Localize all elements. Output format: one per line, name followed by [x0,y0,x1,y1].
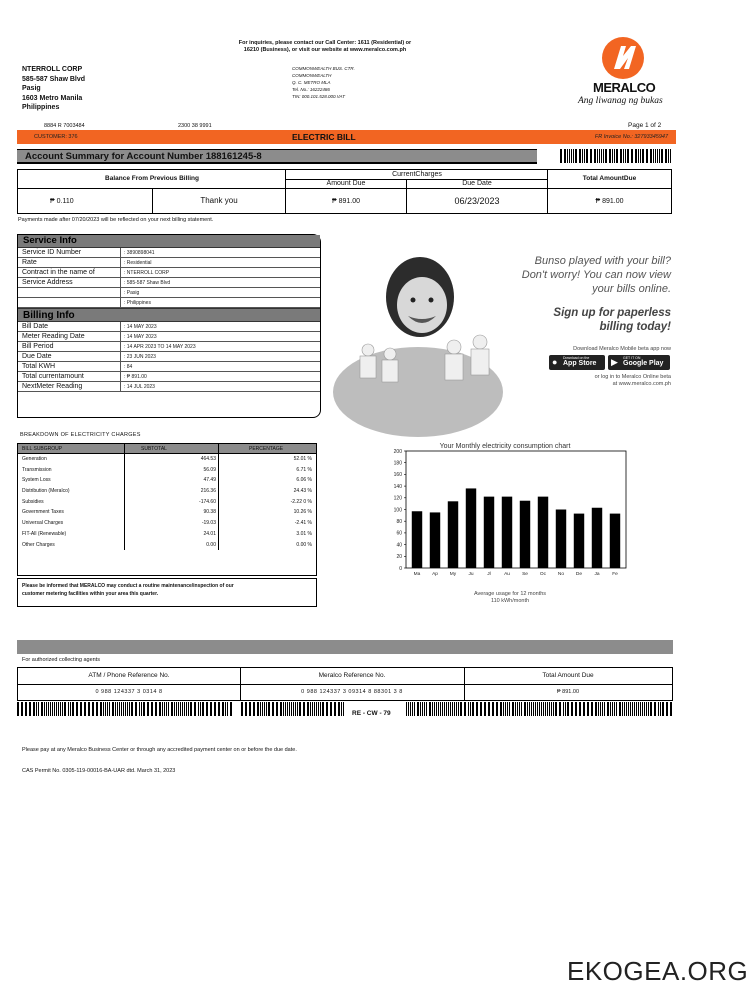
breakdown-subgroup: Universal Charges [22,520,64,527]
info-row [18,382,320,392]
promo-line: your bills online. [592,283,671,295]
info-row [18,322,320,332]
app-store-small: Download on the [563,356,590,360]
info-label: Meter Reading Date [18,332,121,341]
breakdown-percentage: 3.01 % [218,529,316,540]
info-label: Rate [18,258,121,267]
y-tick-label: 100 [393,507,402,514]
account-summary-table [17,169,672,214]
customer-address-line: 1603 Metro Manila [22,94,83,102]
y-tick-label: 140 [393,483,402,490]
billing-info-title: Billing Info [18,308,320,322]
total-header: Total AmountDue [582,175,637,182]
x-tick-label: No [557,572,565,577]
x-tick-label: Se [522,572,528,577]
app-store-button[interactable] [549,355,605,370]
service-info-title: Service Info [18,235,320,248]
cas-permit: CAS Permit No. 0305-119-00016-BA-UAR dtd. March 31, 2023 [22,768,176,774]
thank-you-text: Thank you [200,196,238,205]
average-usage-line: Average usage for 12 months [473,591,547,597]
branch-info [292,65,355,100]
x-tick-label: Oc [539,572,547,577]
total-column [548,170,671,213]
breakdown-subtotal: 464.53 [124,454,218,465]
breakdown-subgroup: FIT-All (Renewable) [22,530,67,537]
breakdown-header-row [18,444,316,454]
breakdown-row [18,529,316,540]
breakdown-subgroup: Subsidies [22,498,44,505]
child-photo-icon [348,242,498,412]
amount-due-value: ₱ 891.00 [331,198,361,205]
breakdown-percentage: 52.01 % [218,454,316,465]
google-play-label: Google Play [623,360,664,367]
amount-due-header: Amount Due [326,180,366,187]
amount-barcode [406,702,674,716]
info-label: Service ID Number [18,248,121,257]
payment-note: Payments made after 07/20/2023 will be reflected on your next billing statement. [18,217,214,223]
breakdown-subtotal: 56.09 [124,465,218,476]
bill-title: ELECTRIC BILL [292,132,356,142]
branch-line: Tel. No.: 16222486 [292,87,330,92]
chart-bar [448,501,458,568]
chart-bar [484,497,494,568]
chart-bar [592,508,602,568]
average-usage-value: 110 kWh/month [490,598,530,604]
chart-bar [430,512,440,568]
breakdown-subtotal: 216.36 [124,486,218,497]
account-summary-title: Account Summary for Account Number 188161245-8 [25,151,262,162]
current-charges-column [286,170,548,213]
total-value: ₱ 891.00 [595,198,624,205]
breakdown-percentage: 10.26 % [218,507,316,518]
info-row [18,352,320,362]
breakdown-subtotal: -174.60 [124,497,218,508]
x-tick-label: Ap [432,572,438,577]
promo-download-text: Download Meralco Mobile beta app now [573,346,671,352]
due-date-value: 06/23/2023 [454,196,500,206]
info-value: : 14 MAY 2023 [124,334,157,340]
info-value: : 14 JUL 2023 [124,384,155,390]
breakdown-row [18,475,316,486]
atm-reference-value: 0 988 124337 3 0314 8 [95,689,163,695]
info-row [18,372,320,382]
breakdown-percentage: 24.43 % [218,486,316,497]
meralco-logo [578,36,678,116]
info-label: Bill Period [18,342,121,351]
pay-instructions: Please pay at any Meralco Business Center or through any accredited payment center on or before the due date. [22,747,297,753]
branch-line: COMMONWEALTH BUS. CTR. [292,66,355,71]
atm-barcode [17,702,233,716]
balance-value: ₱ 0.110 [50,198,74,205]
info-row [18,278,320,288]
branch-line: Q. C. METRO MLA [292,80,331,85]
x-tick-label: Ja [594,572,600,577]
info-value: : 14 APR 2023 TO 14 MAY 2023 [124,344,196,350]
app-store-label: App Store [563,360,597,367]
service-info-rows [18,248,320,308]
info-row [18,288,320,298]
current-charges-header: CurrentCharges [392,171,442,178]
breakdown-subgroup: System Loss [22,477,51,484]
chart-bar [466,488,476,568]
collecting-agents-label: For authorized collecting agents [22,657,100,663]
x-tick-label: Au [504,572,510,577]
page-number: Page 1 of 2 [628,122,662,129]
info-value: : NTERROLL CORP [124,270,170,276]
info-row [18,342,320,352]
notice-line: Please be informed that MERALCO may conduct a routine maintenance/inspection of our [22,583,234,589]
promo-login-line: at www.meralco.com.ph [612,381,671,387]
chart-bar [538,497,548,568]
info-label: NextMeter Reading [18,382,121,391]
info-value: : 14 MAY 2023 [124,324,157,330]
billing-info-rows [18,322,320,392]
breakdown-header-percentage: PERCENTAGE [218,444,316,453]
breakdown-percentage: -2.41 % [218,518,316,529]
chart-bar [610,514,620,568]
chart-bar [520,501,530,568]
x-tick-label: Ju [468,572,474,577]
info-label: Due Date [18,352,121,361]
info-label [18,298,121,307]
notice-line: customer metering facilities within your area this quarter. [22,590,159,597]
info-value: : 3890898041 [124,250,155,256]
breakdown-row [18,518,316,529]
info-row [18,248,320,258]
x-tick-label: My [449,572,457,577]
payment-slip-bar [17,640,673,654]
breakdown-subgroup: Transmission [22,466,52,473]
breakdown-row [18,540,316,551]
info-label: Service Address [18,278,121,287]
google-play-button[interactable] [608,355,670,370]
info-label: Total currentamount [18,372,121,381]
promo-login-line: or log in to Meralco Online beta [594,374,671,380]
info-value: : ₱ 891.00 [124,374,147,380]
breakdown-row [18,486,316,497]
reference-mid: 2300 38 9991 [178,123,212,129]
breakdown-percentage: -2.22 0 % [218,497,316,508]
chart-bar [502,497,512,568]
info-label: Bill Date [18,322,121,331]
info-row [18,258,320,268]
info-label [18,288,121,297]
watermark-logo [567,956,748,987]
total-amount-value: ₱ 891.00 [556,689,580,695]
inquiry-line-2: 16210 (Business), or visit our website at www.meralco.com.ph [243,47,407,53]
chart-svg [380,442,630,582]
breakdown-row [18,465,316,476]
branch-line: COMMONWEALTH [292,73,332,78]
breakdown-title: BREAKDOWN OF ELECTRICITY CHARGES [20,432,141,438]
consumption-chart [380,442,630,587]
chart-bar [412,511,422,568]
breakdown-percentage: 0.00 % [218,540,316,551]
x-tick-label: Jl [487,572,491,577]
breakdown-row [18,507,316,518]
breakdown-row [18,497,316,508]
breakdown-subtotal: 24.01 [124,529,218,540]
info-value: : Philippines [124,300,151,306]
y-tick-label: 80 [396,519,402,525]
meralco-logo-icon [601,36,645,80]
breakdown-subtotal: 90.38 [124,507,218,518]
info-value: : 23 JUN 2023 [124,354,156,360]
inquiry-text [180,40,470,54]
breakdown-rows [18,454,316,550]
breakdown-subtotal: 0.00 [124,540,218,551]
info-value: : Residential [124,260,152,266]
watermark-text: EKOGEA.ORG [567,956,748,986]
atm-reference-header: ATM / Phone Reference No. [88,672,170,679]
chart-bar [574,514,584,568]
promo-line: Don't worry! You can now view [521,269,671,281]
meralco-reference-value: 0 988 124337 3 09314 8 88301 3 8 [301,689,403,695]
meralco-reference-header: Meralco Reference No. [318,672,386,679]
promo-line: Bunso played with your bill? [534,255,671,267]
payment-reference-table [17,667,673,701]
brand-name: MERALCO [593,80,656,95]
info-row [18,298,320,308]
average-usage [420,591,600,605]
info-label: Total KWH [18,362,121,371]
total-amount-header: Total Amount Due [542,672,594,679]
electric-bill-bar [17,130,676,144]
info-value: : 585-587 Shaw Blvd [124,280,171,286]
customer-name: NTERROLL CORP [22,66,83,73]
customer-address-line: Pasig [22,85,41,92]
x-tick-label: Ma [413,572,421,577]
promo-cta [553,306,671,334]
promo-line: billing today! [599,321,671,333]
info-value: : Pasig [124,290,140,296]
info-value: : 84 [124,364,133,370]
apple-icon: ● [552,357,558,367]
account-summary-bar [17,149,537,164]
maintenance-notice [17,578,317,607]
breakdown-subgroup: Generation [22,456,47,462]
balance-column [18,170,286,213]
y-tick-label: 180 [393,460,402,467]
promo-login [595,374,671,388]
y-tick-label: 200 [393,448,402,455]
service-billing-box [17,234,321,418]
x-tick-label: Fe [612,572,618,577]
inquiry-line-1: For inquiries, please contact our Call Center: 1611 (Residential) or [238,40,412,46]
breakdown-subgroup: Distribution (Meralco) [22,488,70,495]
customer-address [22,65,85,113]
header-barcode [560,149,672,163]
chart-bar [556,510,566,569]
info-row [18,362,320,372]
breakdown-table [17,443,317,576]
y-tick-label: 60 [396,530,402,537]
y-tick-label: 0 [399,565,402,572]
breakdown-header-subtotal: SUBTOTAL [124,444,218,453]
info-row [18,332,320,342]
chart-title: Your Monthly electricity consumption chart [439,443,571,450]
google-play-small: GET IT ON [623,356,641,360]
customer-address-line: 585-587 Shaw Blvd [22,75,86,83]
customer-address-line: Philippines [22,104,60,111]
brand-tagline: Ang liwanag ng bukas [578,96,663,106]
breakdown-subgroup: Government Taxes [22,509,64,516]
breakdown-percentage: 6.06 % [218,475,316,486]
paperless-promo [348,242,673,412]
balance-header: Balance From Previous Billing [105,175,199,182]
y-tick-label: 20 [396,554,402,561]
breakdown-header-subgroup: BILL SUBGROUP [22,446,63,452]
customer-type: CUSTOMER: 376 [34,134,78,140]
y-tick-label: 40 [396,542,402,549]
breakdown-percentage: 6.71 % [218,465,316,476]
x-tick-label: De [575,572,583,577]
breakdown-subtotal: 47.49 [124,475,218,486]
branch-line: TIN: 000.101.528.000.VAT [292,94,345,99]
breakdown-row [18,454,316,465]
promo-line: Sign up for paperless [553,307,671,319]
invoice-number: FR Invoice No.: 32793345947 [594,134,668,140]
info-row [18,268,320,278]
reference-left: 8884 R 7003484 [44,123,85,129]
breakdown-subgroup: Other Charges [22,541,55,548]
due-date-header: Due Date [462,180,492,187]
route-code: RE - CW - 79 [352,710,391,717]
breakdown-subtotal: -19.03 [124,518,218,529]
promo-headline [522,254,671,296]
y-tick-label: 160 [393,472,402,479]
y-tick-label: 120 [393,495,402,502]
reference-barcode [241,702,345,716]
info-label: Contract in the name of [18,268,121,277]
play-icon: ▶ [611,357,618,367]
